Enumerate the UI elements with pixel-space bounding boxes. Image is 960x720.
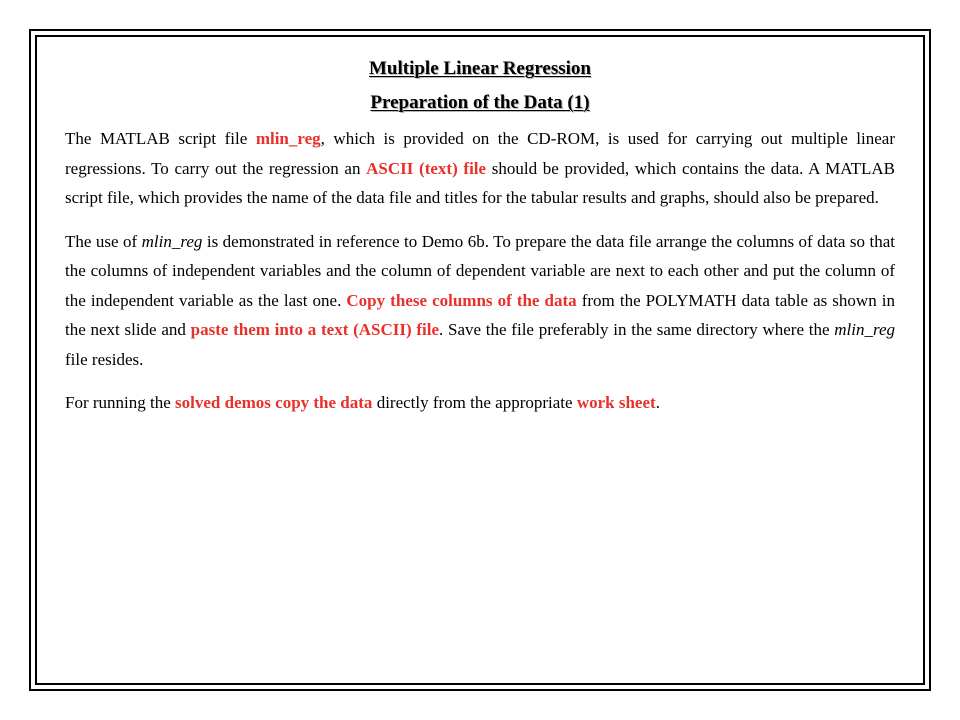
p2-italic-mlin-reg: mlin_reg: [141, 231, 203, 251]
paragraph-solved-demos: [65, 388, 895, 418]
p2-text-g: . Save the file preferably in the same directory where the: [439, 320, 835, 339]
p3-highlight-work-sheet: work sheet: [576, 393, 656, 412]
p3-text-e: .: [655, 393, 660, 412]
p1-text-c: , which is provided on the CD-ROM, is used for carrying out multiple linear regressions. To carry out the regression an: [65, 129, 895, 178]
p2-text-i: file resides.: [65, 349, 144, 369]
p2-text-e: from the POLYMATH data table as shown in the next slide and: [65, 290, 895, 339]
p3-text-c: directly from the appropriate: [372, 393, 577, 412]
p1-text-a: The MATLAB script file: [65, 129, 256, 148]
p2-highlight-copy-columns: Copy these columns of the data: [346, 290, 577, 310]
p1-highlight-mlin-reg: mlin_reg: [255, 129, 321, 148]
p2-highlight-paste-file: paste them into a text (ASCII) file: [190, 320, 440, 339]
slide-title: Multiple Linear Regression: [368, 58, 592, 79]
p2-text-a: The use of: [65, 231, 142, 251]
paragraph-intro: [65, 124, 895, 213]
p1-text-e: should be provided, which contains the data. A MATLAB script file, which provides the name of the data file and titles for the tabular results and graphs, should also be prepared.: [65, 158, 895, 207]
p2-italic-mlin-reg-2: mlin_reg: [834, 320, 895, 339]
p2-text-c: is demonstrated in reference to Demo 6b. To prepare the data file arrange the columns of data so that the columns of independent variables and the column of dependent variable are next to each other and put the column of the independent variable as the last one.: [65, 231, 895, 310]
slide-content: [65, 58, 895, 418]
p3-text-a: For running the: [65, 393, 176, 412]
p3-highlight-solved-demos: solved demos copy the data: [175, 393, 373, 412]
p1-highlight-ascii-file: ASCII (text) file: [366, 158, 487, 178]
slide-subtitle: Preparation of the Data (1): [370, 92, 590, 113]
paragraph-usage: [65, 227, 895, 375]
